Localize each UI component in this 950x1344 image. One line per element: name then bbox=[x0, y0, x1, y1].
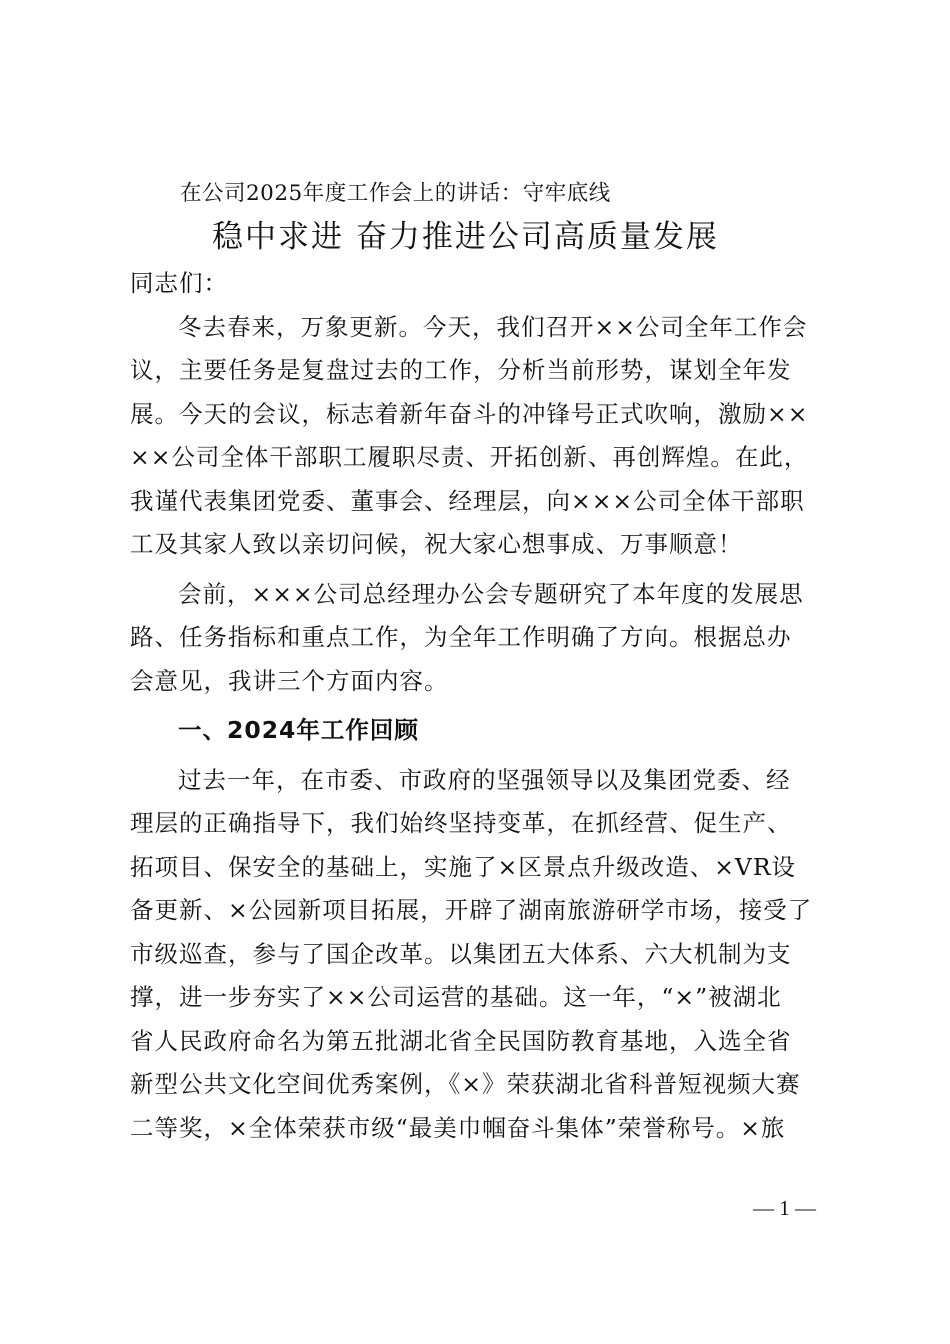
paragraph-line: 理层的正确指导下，我们始终坚持变革，在抓经营、促生产、 bbox=[130, 809, 792, 837]
paragraph-line: 我谨代表集团党委、董事会、经理层，向×××公司全体干部职 bbox=[130, 486, 805, 515]
paragraph-line: 新型公共文化空间优秀案例，《×》荣获湖北省科普短视频大赛 bbox=[130, 1070, 801, 1098]
paragraph-line: 路、任务指标和重点工作，为全年工作明确了方向。根据总办 bbox=[130, 623, 792, 651]
paragraph-line: 拓项目、保安全的基础上，实施了×区景点升级改造、×VR设 bbox=[130, 852, 797, 881]
paragraph-line: 会前，×××公司总经理办公会专题研究了本年度的发展思 bbox=[178, 579, 804, 608]
paragraph-line: 备更新、×公园新项目拓展，开辟了湖南旅游研学市场，接受了 bbox=[130, 896, 813, 924]
paragraph-meeting bbox=[130, 573, 820, 704]
paragraph-line: 省人民政府命名为第五批湖北省全民国防教育基地，入选全省 bbox=[130, 1026, 792, 1055]
document-body bbox=[130, 176, 820, 1150]
section-heading: 一、2024年工作回顾 bbox=[178, 716, 419, 744]
paragraph-line: 议，主要任务是复盘过去的工作，分析当前形势，谋划全年发 bbox=[130, 356, 792, 384]
paragraph-opening bbox=[130, 306, 820, 567]
paragraph-line: ××公司全体干部职工履职尽责、开拓创新、再创辉煌。在此， bbox=[130, 443, 809, 471]
document-title: 稳中求进 奋力推进公司高质量发展 bbox=[212, 219, 719, 255]
paragraph-line: 冬去春来，万象更新。今天，我们召开××公司全年工作会 bbox=[178, 312, 808, 341]
paragraph-line: 会意见，我讲三个方面内容。 bbox=[130, 666, 449, 695]
page-number: — 1 — bbox=[753, 1196, 816, 1220]
paragraph-review bbox=[130, 759, 820, 1151]
salutation: 同志们： bbox=[130, 269, 228, 297]
paragraph-line: 市级巡查，参与了国企改革。以集团五大体系、六大机制为支 bbox=[130, 939, 792, 968]
paragraph-line: 二等奖，×全体荣获市级“最美巾帼奋斗集体”荣誉称号。×旅 bbox=[130, 1113, 786, 1142]
document-subtitle: 在公司2025年度工作会上的讲话：守牢底线 bbox=[180, 181, 611, 206]
paragraph-line: 过去一年，在市委、市政府的坚强领导以及集团党委、经 bbox=[178, 765, 791, 794]
paragraph-line: 撑，进一步夯实了××公司运营的基础。这一年，“×”被湖北 bbox=[130, 983, 782, 1011]
paragraph-line: 工及其家人致以亲切问候，祝大家心想事成、万事顺意！ bbox=[130, 530, 743, 558]
paragraph-line: 展。今天的会议，标志着新年奋斗的冲锋号正式吹响，激励×× bbox=[130, 399, 809, 428]
